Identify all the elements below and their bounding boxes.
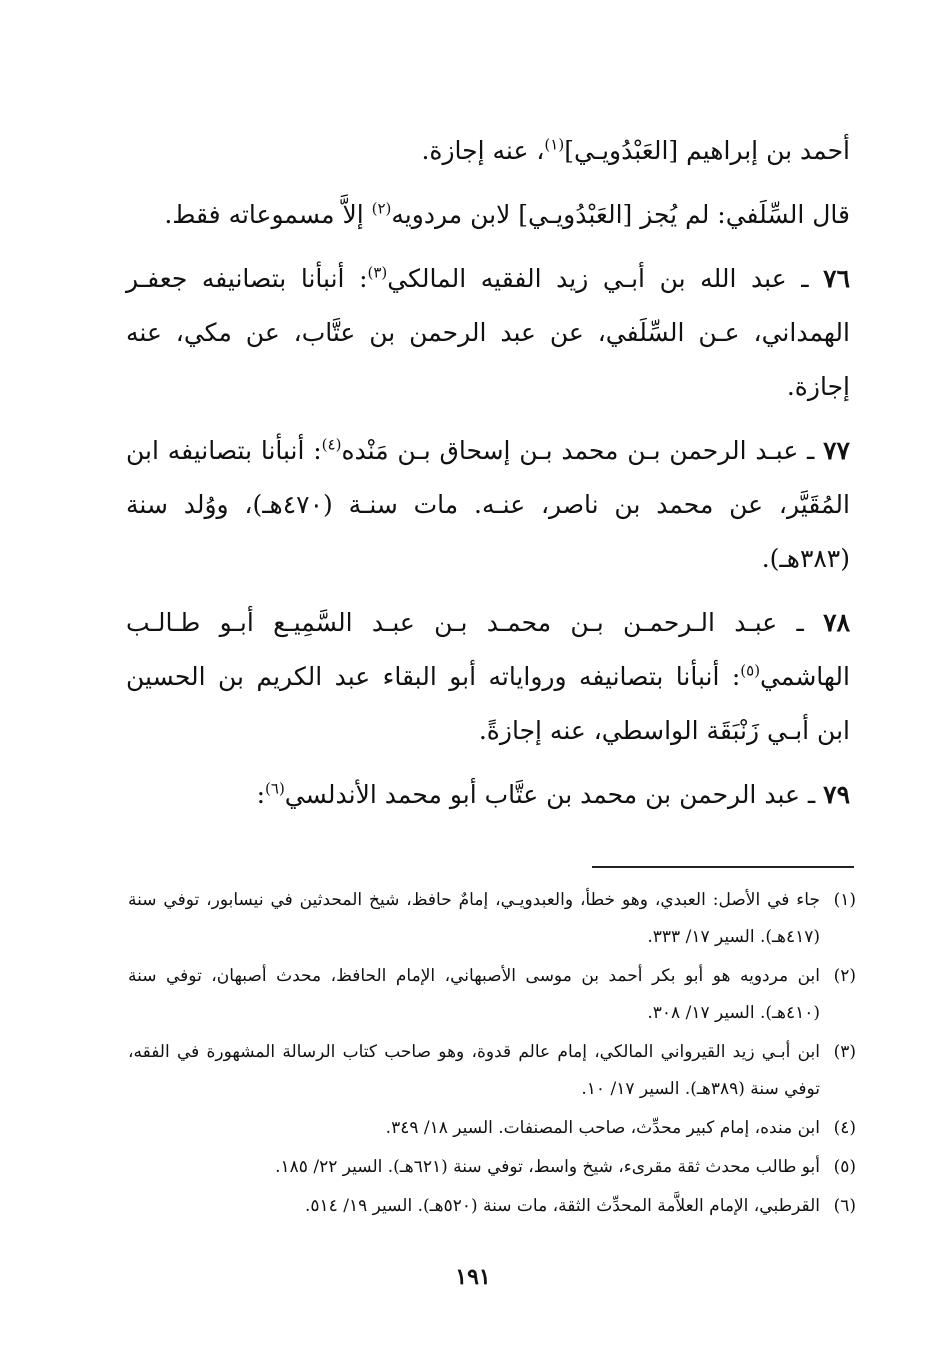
footnote xyxy=(128,1110,856,1147)
entry-76-text-a: ـ عبد الله بن أبـي زيد الفقيه المالكي xyxy=(387,264,824,293)
entry-77 xyxy=(126,424,850,586)
footnote-ref-1: (١) xyxy=(544,135,565,154)
entry-77-text-a: ـ عبـد الرحمن بـن محمد بـن إسحاق بـن مَنْده xyxy=(341,436,824,465)
footnote-ref-4: (٤) xyxy=(321,435,342,454)
footnotes xyxy=(128,882,856,1227)
paragraph-silafi-quote xyxy=(126,188,850,242)
entry-79 xyxy=(126,768,850,822)
footnote-text: ابن مردويه هو أبو بكر أحمد بن موسى الأصبهاني، الإمام الحافظ، محدث أصبهان، توفي سنة (٤١٠هـ). السير ١٧/ ٣٠٨. xyxy=(128,966,820,1023)
footnote-number: (٤) xyxy=(833,1118,856,1138)
main-text xyxy=(126,124,850,832)
footnote-number: (٦) xyxy=(833,1196,856,1216)
p1-end-text: ، عنه إجازة. xyxy=(421,136,545,165)
footnote-text: ابن أبـي زيد القيرواني المالكي، إمام عالم قدوة، وهو صاحب كتاب الرسالة المشهورة في الفقه، توفي سنة (٣٨٩هـ). السير ١٧/ ١٠. xyxy=(128,1042,820,1099)
footnote xyxy=(128,1188,856,1225)
entry-79-text-a: ـ عبد الرحمن بن محمد بن عتَّاب أبو محمد الأندلسي xyxy=(284,780,824,809)
p2-text-b: إلاَّ مسموعاته فقط. xyxy=(164,200,372,229)
footnote-number: (٥) xyxy=(833,1157,856,1177)
footnote-text: جاء في الأصل: العبدي، وهو خطأ، والعبدويـي، إمامٌ حافظ، شيخ المحدثين في نيسابور، توفي سنة (٤١٧هـ). السير ١٧/ ٣٣٣. xyxy=(128,890,820,947)
footnote xyxy=(128,1149,856,1186)
footnote xyxy=(128,882,856,956)
footnote-number: (١) xyxy=(833,890,856,910)
footnote-ref-5: (٥) xyxy=(740,661,761,680)
entry-78 xyxy=(126,596,850,758)
footnote-ref-3: (٣) xyxy=(367,263,388,282)
footnote-text: ابن منده، إمام كبير محدِّث، صاحب المصنفات. السير ١٨/ ٣٤٩. xyxy=(385,1118,820,1138)
paragraph-continuation xyxy=(126,124,850,178)
p1-text: أحمد بن إبراهيم [العَبْدُويـي] xyxy=(564,136,850,165)
footnote-text: القرطبي، الإمام العلاَّمة المحدِّث الثقة، مات سنة (٥٢٠هـ). السير ١٩/ ٥١٤. xyxy=(305,1196,820,1216)
footnote-divider xyxy=(592,866,854,868)
footnote-number: (٢) xyxy=(833,966,856,986)
entry-78-text-b: : أنبأنا بتصانيفه ورواياته أبو البقاء عبد الكريم بن الحسين ابن أبـي زَنْبَقَة الواسطي، عنه إجازةً. xyxy=(126,662,850,745)
footnote-text: أبو طالب محدث ثقة مقرىء، شيخ واسط، توفي سنة (٦٢١هـ). السير ٢٢/ ١٨٥. xyxy=(275,1157,820,1177)
footnote xyxy=(128,958,856,1032)
entry-79-text-b: : xyxy=(256,780,266,809)
footnote xyxy=(128,1034,856,1108)
entry-78-text-a: ـ عبـد الـرحمـن بـن محمـد بـن عبـد السَّمِيـع أبـو طـالـب الهاشمي xyxy=(126,608,850,691)
footnote-number: (٣) xyxy=(833,1042,856,1062)
p2-text-a: قال السِّلَفي: لم يُجز [العَبْدُويـي] لابن مردويه xyxy=(391,200,850,229)
footnote-ref-6: (٦) xyxy=(265,779,285,798)
entry-number-77: ٧٧ xyxy=(823,436,850,465)
page-number: ١٩١ xyxy=(455,1264,491,1290)
entry-number-78: ٧٨ xyxy=(823,608,850,637)
entry-number-76: ٧٦ xyxy=(823,264,850,293)
entry-76-text-b: : أنبأنا بتصانيفه جعفـر الهمداني، عـن السِّلَفي، عن عبد الرحمن بن عتَّاب، عن مكي، عنه إجازة. xyxy=(126,264,850,401)
entry-77-text-b: : أنبأنا بتصانيفه ابن المُقَيَّر، عن محمد بن ناصر، عنـه. مات سنـة (٤٧٠هـ)، ووُلد سنة (٣٨٣هـ). xyxy=(126,436,850,573)
entry-number-79: ٧٩ xyxy=(823,780,850,809)
entry-76 xyxy=(126,252,850,414)
footnote-ref-2: (٢) xyxy=(371,199,392,218)
